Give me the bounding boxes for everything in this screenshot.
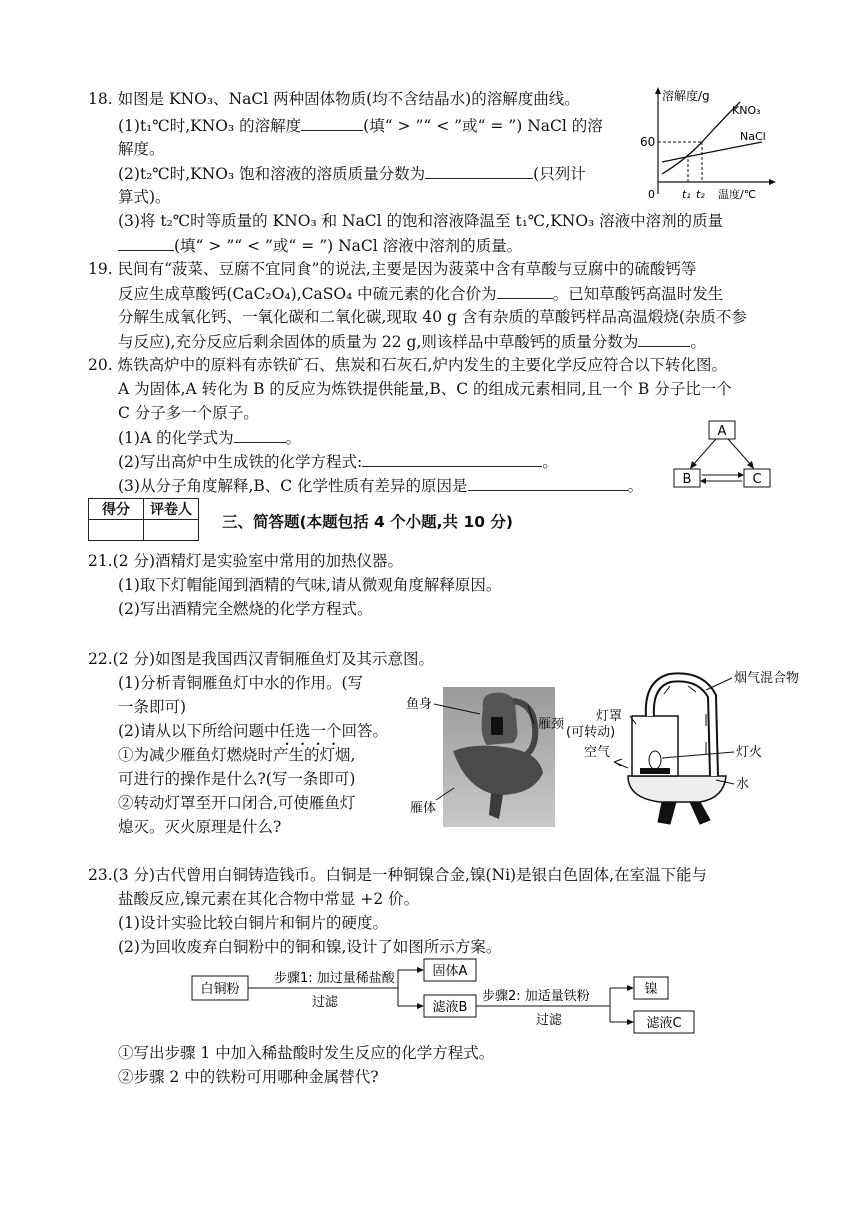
filter2-label: 过滤 (536, 1013, 563, 1028)
q20-line1: 20. 炼铁高炉中的原料有赤铁矿石、焦炭和石灰石,炉内发生的主要化学反应符合以下转化图。 (88, 356, 728, 374)
schematic-legs (658, 802, 710, 824)
water-basin (628, 776, 726, 802)
q18-part1-text-b: (填“ > ”“ < ”或“ = ”) NaCl 的溶 (363, 117, 603, 135)
recovery-flowchart (186, 956, 706, 1036)
q18-part2-text-a: (2)t₂℃时,KNO₃ 饱和溶液的溶质质量分数为 (118, 165, 426, 183)
kno3-label: KNO₃ (732, 104, 761, 117)
q22-option1-cont: 可进行的操作是什么?(写一条即可) (118, 770, 356, 788)
label-fire: 灯火 (736, 745, 763, 760)
air-arrow (614, 759, 628, 768)
arrowhead-c-b (700, 478, 706, 484)
q22-option2-cont: 熄灭。灭火原理是什么? (118, 818, 282, 836)
t2-tick: t₂ (696, 188, 705, 201)
q20-blank1[interactable] (234, 426, 286, 443)
q18-part2 (118, 162, 586, 185)
q18-blank3[interactable] (118, 234, 174, 251)
q18-part2-cont: 算式)。 (118, 188, 171, 206)
q18-part3: (3)将 t₂℃时等质量的 KNO₃ 和 NaCl 的饱和溶液降温至 t₁℃,KNO₃ 溶液中溶剂的质量 (118, 212, 724, 230)
q20-part3 (118, 474, 643, 497)
q20-part2-text-a: (2)写出高炉中生成铁的化学方程式: (118, 453, 363, 471)
q19-line4-text-a: 与反应),充分反应后剩余固体的质量为 22 g,则该样品中草酸钙的质量分数为 (118, 333, 639, 351)
box-white-copper-label: 白铜粉 (200, 982, 240, 997)
q19-line2 (118, 282, 723, 305)
box-filtrate-c-label: 滤液C (646, 1016, 682, 1031)
q19-line2-text-b: 。已知草酸钙高温时发生 (552, 285, 724, 303)
label-smoke: 烟气混合物 (734, 671, 800, 686)
nacl-curve (662, 142, 762, 162)
lamp-diagram (400, 664, 800, 834)
q20-part3-text-b: 。 (627, 477, 644, 495)
arrowhead-filtrate-b (417, 1003, 424, 1009)
solubility-graph (640, 84, 780, 208)
q20-line2: A 为固体,A 转化为 B 的反应为炼铁提供能量,B、C 的组成元素相同,且一个 B 分子比一个 (118, 380, 732, 398)
label-shade: 灯罩 (596, 709, 623, 724)
q19-line1: 19. 民间有“菠菜、豆腐不宜同食”的说法,主要是因为菠菜中含有草酸与豆腐中的硫酸钙等 (88, 260, 697, 278)
nacl-label: NaCl (740, 130, 766, 143)
leader-smoke (706, 678, 732, 690)
box-a-label: A (717, 424, 727, 439)
grader-label: 评卷人 (144, 499, 199, 520)
q20-part1 (118, 426, 301, 449)
arrowhead-filtrate-c (627, 1019, 634, 1025)
leader-body (436, 788, 454, 800)
label-air: 空气 (584, 745, 611, 760)
q20-part1-text-b: 。 (285, 429, 302, 447)
conversion-diagram (668, 418, 778, 494)
q20-blank3[interactable] (468, 474, 628, 491)
label-neck: 雁颈 (538, 717, 565, 732)
q19-line4-text-b: 。 (690, 333, 706, 351)
q18-part3-cont (118, 234, 522, 257)
score-table (88, 498, 199, 541)
q23-sub1: ①写出步骤 1 中加入稀盐酸时发生反应的化学方程式。 (118, 1044, 495, 1062)
lamp-dish (640, 768, 670, 774)
q20-part1-text-a: (1)A 的化学式为 (118, 429, 234, 447)
x-axis-label: 温度/℃ (718, 188, 757, 201)
q23-line1: 23.(3 分)古代曾用白铜铸造钱币。白铜是一种铜镍合金,镍(Ni)是银白色固体,在室温下能与 (88, 866, 708, 884)
box-filtrate-b-label: 滤液B (432, 1000, 468, 1015)
arrow-a-b (692, 439, 716, 466)
q18-part1-cont: 解度。 (118, 140, 165, 158)
label-fish: 鱼身 (406, 697, 433, 712)
leader-neck (528, 706, 534, 724)
q20-part2 (118, 450, 558, 473)
q22-line1: 22.(2 分)如图是我国西汉青铜雁鱼灯及其示意图。 (88, 650, 435, 668)
q21-line1: 21.(2 分)酒精灯是实验室中常用的加热仪器。 (88, 552, 404, 570)
q18-part3-text-b: (填“ > ”“ < ”或“ = ”) NaCl 溶液中溶剂的质量。 (174, 237, 523, 255)
lamp-flame (649, 751, 661, 769)
origin-label: 0 (648, 188, 655, 201)
q23-part1: (1)设计实验比较白铜片和铜片的硬度。 (118, 914, 388, 932)
box-solid-a-label: 固体A (432, 964, 468, 979)
q19-line2-text-a: 反应生成草酸钙(CaC₂O₄),CaSO₄ 中硫元素的化合价为 (118, 285, 497, 303)
q20-blank2[interactable] (362, 450, 542, 467)
q21-part2: (2)写出酒精完全燃烧的化学方程式。 (118, 600, 373, 618)
q18-part1-text-a: (1)t₁℃时,KNO₃ 的溶解度 (118, 117, 302, 135)
step2-label: 步骤2: 加适量铁粉 (482, 989, 590, 1004)
x-axis-arrow (769, 179, 776, 185)
y-tick-60: 60 (640, 135, 656, 149)
q22-option2: ②转动灯罩至开口闭合,可使雁鱼灯 (118, 794, 356, 812)
arrowhead-b-c (738, 472, 744, 478)
label-body: 雁体 (410, 801, 437, 816)
y-axis-label: 溶解度/g (662, 89, 710, 103)
step1-label: 步骤1: 加过量稀盐酸 (274, 971, 395, 986)
leader-fish (434, 704, 480, 714)
kno3-curve (662, 102, 740, 174)
score-cell[interactable] (89, 520, 144, 541)
q20-part3-text-a: (3)从分子角度解释,B、C 化学性质有差异的原因是 (118, 477, 468, 495)
box-ni-label: 镍 (644, 982, 658, 997)
filter1-label: 过滤 (312, 995, 339, 1010)
q18-part1 (118, 114, 603, 137)
q19-line3: 分解生成氧化钙、一氧化碳和二氧化碳,现取 40 g 含有杂质的草酸钙样品高温煅烧(杂质不参 (118, 308, 747, 326)
q21-part1: (1)取下灯帽能闻到酒精的气味,请从微观角度解释原因。 (118, 576, 502, 594)
section-title: 三、简答题(本题包括 4 个小题,共 10 分) (222, 513, 513, 531)
label-shade-rotatable: (可转动) (566, 725, 616, 740)
q23-part2: (2)为回收废弃白铜粉中的铜和镍,设计了如图所示方案。 (118, 938, 502, 956)
arrowhead-solid-a (417, 967, 424, 973)
q18-blank2[interactable] (425, 162, 533, 179)
q19-line4 (118, 330, 706, 353)
q18-blank1[interactable] (301, 114, 363, 131)
arrow-a-c (728, 439, 752, 466)
q20-part2-text-b: 。 (542, 453, 558, 471)
score-label: 得分 (89, 499, 144, 520)
box-c-label: C (752, 472, 762, 487)
q23-sub2: ②步骤 2 中的铁粉可用哪种金属替代? (118, 1068, 379, 1086)
arrowhead-ni (627, 985, 634, 991)
label-water: 水 (736, 777, 750, 792)
q22-part1-cont: 一条即可) (118, 698, 187, 716)
box-b-label: B (682, 472, 692, 487)
y-axis-arrow (655, 87, 661, 94)
q22-part2-text-b: 回答。 (341, 722, 388, 740)
q23-line2: 盐酸反应,镍元素在其化合物中常显 +2 价。 (118, 890, 420, 908)
q18-stem: 18. 如图是 KNO₃、NaCl 两种固体物质(均不含结晶水)的溶解度曲线。 (88, 90, 580, 108)
q20-line3: C 分子多一个原子。 (118, 404, 259, 422)
grader-cell[interactable] (144, 520, 199, 541)
q19-blank1[interactable] (497, 282, 553, 299)
q22-part2-text-a: (2)请从以下所给问题中 (118, 722, 280, 740)
t1-tick: t₁ (682, 188, 691, 201)
q22-option1: ①为减少雁鱼灯燃烧时产生的灯烟, (118, 746, 356, 764)
q18-part2-text-b: (只列计 (533, 165, 586, 183)
q22-part1: (1)分析青铜雁鱼灯中水的作用。(写 (118, 674, 364, 692)
q22-part2-emphasis: 任选一个 (279, 722, 342, 740)
q19-blank2[interactable] (638, 330, 690, 347)
